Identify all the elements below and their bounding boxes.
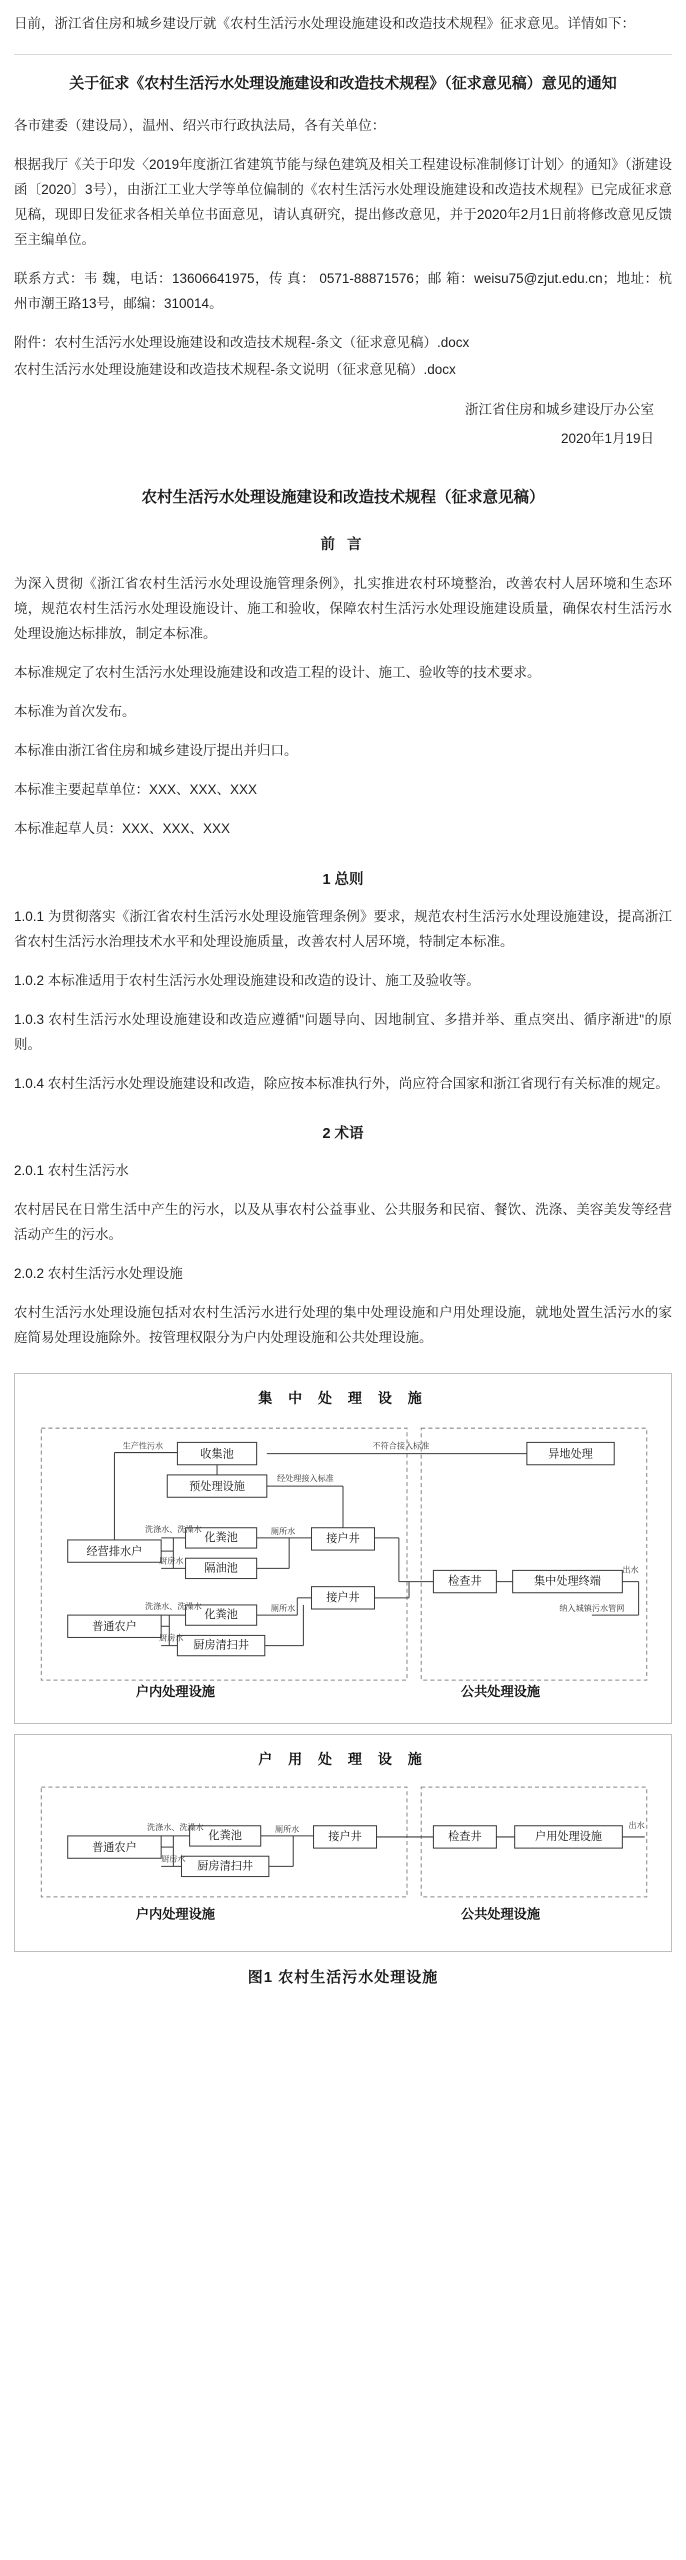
intro-paragraph: 日前，浙江省住房和城乡建设厅就《农村生活污水处理设施建设和改造技术规程》征求意见。详情如下： [14,16,635,31]
edge-chushui-2: 出水 [628,1820,645,1830]
preface-paragraph-1: 为深入贯彻《浙江省农村生活污水处理设施管理条例》，扎实推进农村环境整治，改善农村人居环境和生态环境，规范农村生活污水处理设施设计、施工和验收，保障农村生活污水处理设施建设质量，确保农村生活污水处理设施达标排放，制定本标准。 [14,575,672,641]
figure-panel-household [14,1734,672,1953]
notice-paragraph-2: 根据我厅《关于印发〈2019年度浙江省建筑节能与绿色建筑及相关工程建设标准制修订计划〉的通知》（浙建设函〔2020〕3号），由浙江工业大学等单位偏制的《农村生活污水处理设施建设和改造技术规程》已完成征求意见稿，现即日发征求各相关单位书面意见，请认真研究，提出修改意见，并于2020年2月1日前将修改意见反馈至主编单位。 [14,157,672,247]
notice-title: 关于征求《农村生活污水处理设施建设和改造技术规程》（征求意见稿）意见的通知 [69,74,617,92]
node-jianchajing: 检查井 [448,1575,482,1588]
preface-paragraph-4: 本标准由浙江省住房和城乡建设厅提出并归口。 [14,742,298,758]
chapter-2-heading: 2 术语 [322,1126,364,1143]
edge-fuhe: 经处理接入标准 [277,1474,334,1484]
edge-cesuo-2: 厕所水 [270,1604,296,1614]
panel2-heading: 户 用 处 理 设 施 [258,1750,428,1767]
node-jingyingpaishuihu: 经营排水户 [86,1546,143,1559]
notice-contact: 联系方式：韦 魏，电话：13606641975，传 真： 0571-88871576；邮 箱：weisu75@zjut.edu.cn；地址：杭州市潮王路13号，邮编：310014。 [14,270,672,311]
section-divider [14,54,672,55]
panel1-heading: 集 中 处 理 设 施 [258,1390,428,1407]
preface-paragraph-5: 本标准主要起草单位：XXX、XXX、XXX [14,781,258,797]
node-huafenchi-1: 化粪池 [204,1532,238,1545]
clause-1-0-1: 1.0.1 为贯彻落实《浙江省农村生活污水处理设施管理条例》要求，规范农村生活污水处理设施建设，提高浙江省农村生活污水治理技术水平和处理设施质量，改善农村人居环境，特制定本标准。 [14,908,672,949]
edge-bufuhe: 不符合接入标准 [372,1441,430,1451]
issue-date: 2020年1月19日 [560,431,654,447]
clause-1-0-3: 1.0.3 农村生活污水处理设施建设和改造应遵循"问题导向、因地制宜、多措并举、重点突出、循序渐进"的原则。 [14,1011,672,1052]
edge-chushui: 出水 [622,1565,639,1575]
centralized-diagram [23,1416,663,1711]
zone-label-right-1: 公共处理设施 [460,1684,541,1700]
node-huyongchulishehsi: 户用处理设施 [535,1830,602,1843]
node-chufangqingsaojing: 厨房清扫井 [193,1639,249,1652]
node-yuchuli: 预处理设施 [189,1481,245,1494]
edge-chufang-3: 厨房水 [161,1854,186,1864]
node-jianchajing-2: 检查井 [448,1830,482,1843]
edge-cesuo-3: 厕所水 [274,1824,300,1834]
node-yidichuli: 异地处理 [548,1448,593,1461]
edge-xidi-3: 洗涤水、洗澡水 [147,1822,204,1832]
clause-2-0-2-title: 2.0.2 农村生活污水处理设施 [14,1266,183,1282]
node-huafenchi-3: 化粪池 [208,1829,242,1842]
figure-caption: 图1 农村生活污水处理设施 [247,1969,439,1987]
figure-1 [14,1373,672,1987]
clause-2-0-1-title: 2.0.1 农村生活污水 [14,1163,129,1179]
preface-heading: 前 言 [320,536,366,553]
zone-label-right-2: 公共处理设施 [460,1906,541,1922]
clause-2-0-1-text: 农村居民在日常生活中产生的污水，以及从事农村公益事业、公共服务和民宿、餐饮、洗涤、美容美发等经营活动产生的污水。 [14,1202,672,1243]
edge-xidi-2: 洗涤水、洗澡水 [144,1602,202,1612]
standard-title: 农村生活污水处理设施建设和改造技术规程（征求意见稿） [141,489,545,507]
zone-label-left-1: 户内处理设施 [135,1684,215,1700]
attachment-item-1: 附件：农村生活污水处理设施建设和改造技术规程-条文（征求意见稿）.docx [14,334,470,350]
figure-panel-centralized [14,1373,672,1724]
node-putongnonghu-2: 普通农户 [92,1841,137,1854]
node-huafenchi-2: 化粪池 [204,1609,238,1622]
edge-naruguanwang: 纳入城镇污水管网 [559,1604,625,1614]
clause-1-0-2: 1.0.2 本标准适用于农村生活污水处理设施建设和改造的设计、施工及验收等。 [14,972,480,988]
notice-paragraph-1: 各市建委（建设局），温州、绍兴市行政执法局，各有关单位： [14,118,386,134]
issuer-name: 浙江省住房和城乡建设厅办公室 [465,401,654,417]
node-chufangqingsaojing-2: 厨房清扫井 [197,1860,254,1873]
node-shoujichi: 收集池 [200,1448,234,1461]
zone-label-left-2: 户内处理设施 [135,1906,215,1922]
chapter-1-heading: 1 总则 [322,871,364,888]
node-geyouchi: 隔油池 [204,1562,238,1575]
node-jiehujing-1: 接户井 [326,1533,360,1546]
edge-xidi-1: 洗涤水、洗澡水 [144,1525,202,1535]
edge-chufang-2: 厨房水 [159,1633,184,1643]
node-jiehujing-3: 接户井 [328,1830,362,1843]
edge-cesuo-1: 厕所水 [270,1527,296,1537]
node-jizhongchulizhongduan: 集中处理终端 [534,1575,601,1588]
preface-paragraph-2: 本标准规定了农村生活污水处理设施建设和改造工程的设计、施工、验收等的技术要求。 [14,664,541,680]
household-diagram [23,1777,663,1940]
clause-1-0-4: 1.0.4 农村生活污水处理设施建设和改造，除应按本标准执行外，尚应符合国家和浙江省现行有关标准的规定。 [14,1075,669,1091]
preface-paragraph-3: 本标准为首次发布。 [14,703,136,719]
edge-chufang-1: 厨房水 [159,1556,184,1566]
attachment-item-2: 农村生活污水处理设施建设和改造技术规程-条文说明（征求意见稿）.docx [14,361,456,377]
node-jiehujing-2: 接户井 [326,1592,360,1605]
edge-shengchanwushui: 生产性污水 [122,1441,164,1451]
preface-paragraph-6: 本标准起草人员：XXX、XXX、XXX [14,820,231,836]
node-putongnonghu: 普通农户 [92,1621,137,1634]
clause-2-0-2-text: 农村生活污水处理设施包括对农村生活污水进行处理的集中处理设施和户用处理设施，就地处置生活污水的家庭简易处理设施除外。按管理权限分为户内处理设施和公共处理设施。 [14,1305,672,1346]
